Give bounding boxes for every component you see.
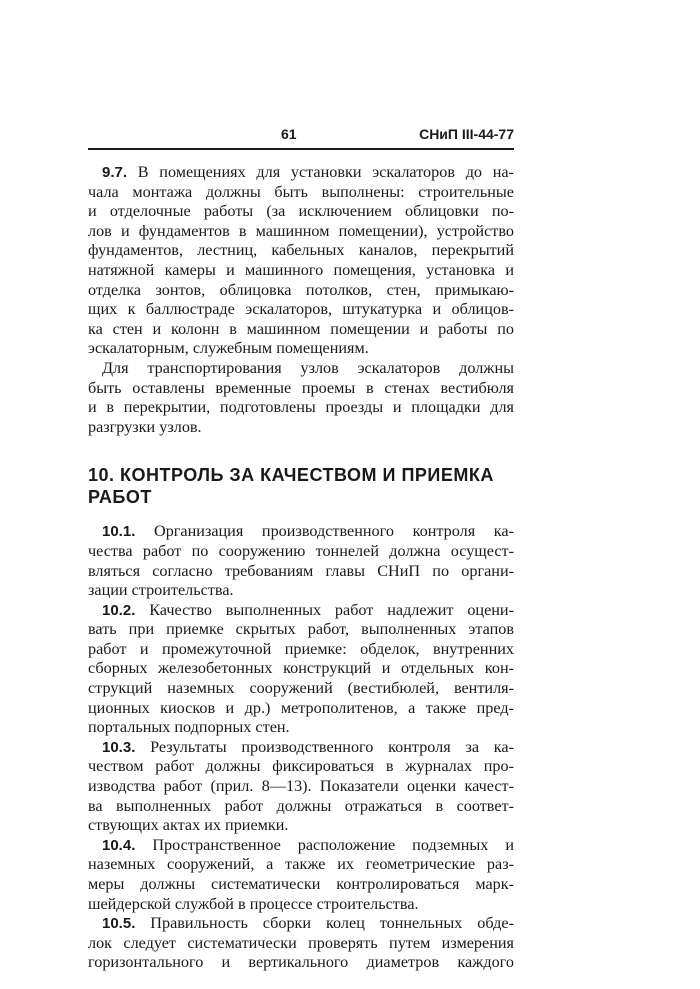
text-line: лов и фундаментов в машинном помещении), устройство xyxy=(88,221,514,240)
text-line: наземных сооружений, а также их геометрические раз- xyxy=(88,855,514,874)
text-line: чества работ по сооружению тоннелей должна осущест- xyxy=(88,541,514,560)
text-line: быть оставлены временные проемы в стенах вестибюля xyxy=(88,378,514,397)
text-line: щих к баллюстраде эскалаторов, штукатурка и облицов- xyxy=(88,300,514,319)
text-line: ционных киосков и др.) метрополитенов, а также пред- xyxy=(88,698,514,717)
text-line: зации строительства. xyxy=(88,581,234,600)
text-line: вляться согласно требованиям главы СНиП по органи- xyxy=(88,561,514,580)
page-number: 61 xyxy=(281,126,297,142)
text-line: и отделочные работы (за исключением облицовки по- xyxy=(88,202,514,221)
text-line: струкций наземных сооружений (вестибюлей, вентиля- xyxy=(88,679,514,698)
text-line: разгрузки узлов. xyxy=(88,417,202,436)
text-line: и в перекрытии, подготовлены проезды и площадки для xyxy=(88,398,514,417)
text-line: эскалаторным, служебным помещениям. xyxy=(88,339,369,358)
text-line: портальных подпорных стен. xyxy=(88,718,290,737)
clause-10-3 xyxy=(88,738,514,836)
clause-number: 10.1. xyxy=(102,523,136,541)
clause-9-7 xyxy=(88,163,514,437)
heading-line: 10. КОНТРОЛЬ ЗА КАЧЕСТВОМ И ПРИЕМКА xyxy=(88,465,494,486)
text-line: 10.3. Результаты производственного контроля за ка- xyxy=(102,737,514,756)
clause-10-5 xyxy=(88,914,514,973)
text-line: ствующих актах их приемки. xyxy=(88,816,289,835)
text-line: вать при приемке скрытых работ, выполненных этапов xyxy=(88,620,514,639)
text-line: лок следует систематически проверять путем измерения xyxy=(88,933,514,952)
document-page xyxy=(88,122,514,973)
text-line: натяжной камеры и машинного помещения, установка и xyxy=(88,260,514,279)
text-line: чеством работ должны фиксироваться в журналах про- xyxy=(88,757,514,776)
text-line: сборных железобетонных конструкций и отдельных кон- xyxy=(88,659,514,678)
clause-number: 10.2. xyxy=(102,601,136,619)
text-line: ка стен и колонн в машинном помещении и работы по xyxy=(88,319,514,338)
text-line: чала монтажа должны быть выполнены: строительные xyxy=(88,182,514,201)
clause-number: 10.4. xyxy=(102,836,136,854)
clause-number: 10.5. xyxy=(102,915,136,933)
text-line: отделка зонтов, облицовка потолков, стен, примыкаю- xyxy=(88,280,514,299)
text-line: меры должны систематически контролироваться марк- xyxy=(88,875,514,893)
heading-line: РАБОТ xyxy=(88,487,152,508)
text-line: фундаментов, лестниц, кабельных каналов, перекрытий xyxy=(88,241,514,260)
text-line: изводства работ (прил. 8—13). Показатели оценки качест- xyxy=(88,777,514,796)
section-heading xyxy=(88,464,514,508)
text-line: 10.1. Организация производственного контроля ка- xyxy=(102,522,514,541)
clause-number: 9.7. xyxy=(102,164,128,181)
text-line: ва выполненных работ должны отражаться в соответ- xyxy=(88,796,514,815)
document-code: СНиП III-44-77 xyxy=(419,126,514,142)
text-line: горизонтального и вертикального диаметров каждого xyxy=(88,953,514,972)
text-line: 10.2. Качество выполненных работ надлежит оцени- xyxy=(102,600,514,619)
text-line: 10.4. Пространственное расположение подземных и xyxy=(102,835,514,854)
clause-10-1 xyxy=(88,522,514,600)
clause-10-2 xyxy=(88,601,514,738)
text-line: работ и промежуточной приемке: обделок, внутренних xyxy=(88,639,514,658)
running-header xyxy=(88,122,514,150)
text-line: 10.5. Правильность сборки колец тоннельных обде- xyxy=(102,914,514,933)
clause-number: 10.3. xyxy=(102,738,136,756)
text-line: Для транспортирования узлов эскалаторов должны xyxy=(102,358,514,377)
text-line: шейдерской службой в процессе строительства. xyxy=(88,894,419,913)
clause-10-4 xyxy=(88,836,514,914)
text-line: 9.7. В помещениях для установки эскалаторов до на- xyxy=(102,163,514,181)
